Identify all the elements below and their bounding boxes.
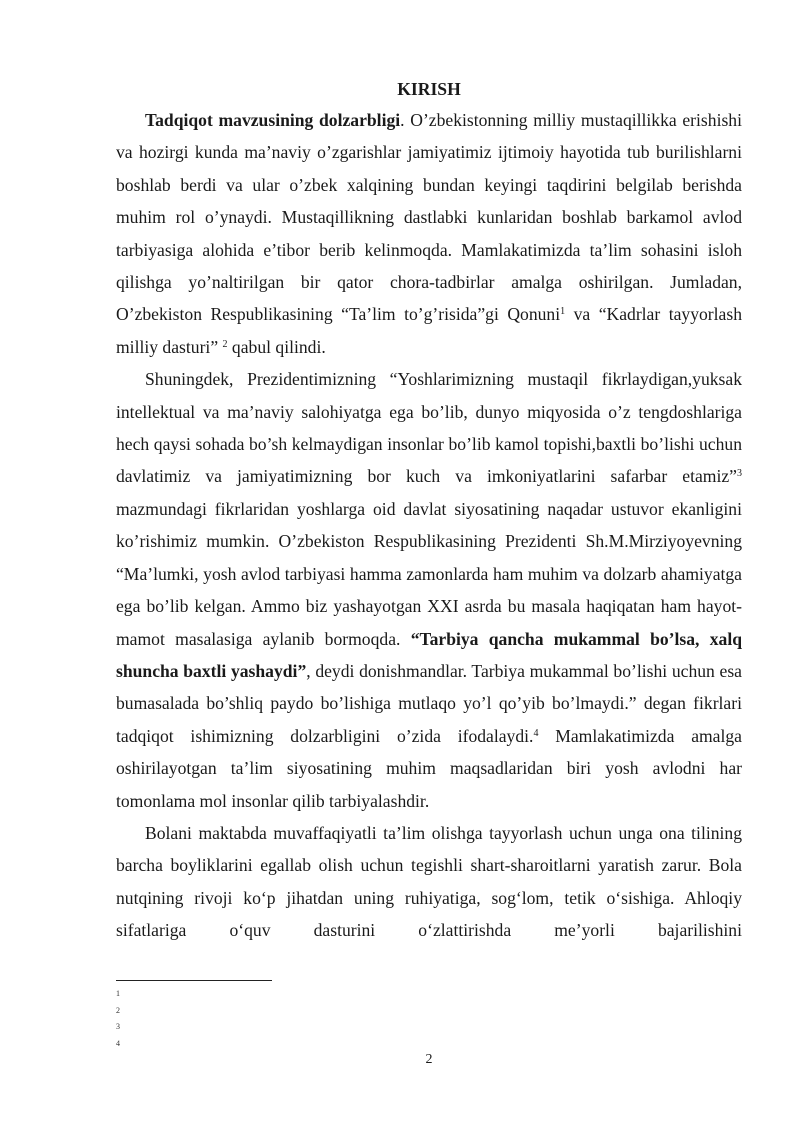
footnote-4: 4 bbox=[116, 1038, 120, 1048]
footnote-ref-1[interactable]: 1 bbox=[560, 306, 566, 318]
paragraph-relevance bbox=[116, 104, 742, 363]
paragraph-text: Shuningdek, Prezidentimizning “Yoshlarimizning mustaqil fikrlaydigan,yuksak intellektual va ma’naviy salohiyatga ega bo’lib, dunyo miqyosida o’z tengdoshlariga hech qaysi sohada bo’sh kelmaydigan insonlar bo’lib kamol topishi,baxtli bo’lishi uchun davlatimiz va jamiyatimizning bor kuch va imkoniyatlarini safarbar etamiz” bbox=[116, 369, 742, 487]
paragraph-president-quote bbox=[116, 363, 742, 817]
footnote-1: 1 bbox=[116, 989, 120, 998]
bold-quote: “Tarbiya qancha mukammal bo’lsa, xalq shuncha baxtli yashaydi” bbox=[116, 628, 742, 681]
paragraph-text: va “Kadrlar tayyorlash milliy dasturi” bbox=[116, 304, 742, 357]
footnote-ref-2[interactable]: 2 bbox=[222, 338, 228, 350]
paragraph-text: , deydi donishmandlar. Tarbiya mukammal bo’lishi uchun esa bumasalada bo’shliq paydo bo’lishiga mutlaqo yo’l qo’yib bo’lmaydi.” degan fikrlari tadqiqot ishimizning dolzarbligini o’zida ifodalaydi. bbox=[116, 660, 742, 746]
footnote-3: 3 bbox=[116, 1022, 120, 1031]
footnotes bbox=[116, 986, 120, 1052]
paragraph-school-preparation: Bolani maktabda muvaffaqiyatli ta’lim olishga tayyorlash uchun unga ona tilining barcha boyliklarini egallab olish uchun tegishli shart-sharoitlarni yaratish zarur. Bola nutqining rivoji ko‘p jihatdan uning ruhiyatiga, sog‘lom, tetik o‘sishiga. Ahloqiy sifatlariga o‘quv dasturini o‘zlattirishda me’yorli bajarilishini bbox=[116, 822, 742, 941]
paragraph-text: qabul qilindi. bbox=[227, 336, 326, 357]
page-body bbox=[116, 74, 742, 947]
paragraph-text: Mamlakatimizda amalga oshirilayotgan ta’lim siyosatining muhim maqsadlaridan biri yosh avlodni har tomonlama mol insonlar qilib tarbiyalashdir. bbox=[116, 725, 742, 811]
footnote-2: 2 bbox=[116, 1005, 120, 1015]
relevance-heading: Tadqiqot mavzusining dolzarbligi bbox=[145, 110, 401, 130]
footnote-ref-4[interactable]: 4 bbox=[533, 727, 539, 739]
footnote-ref-3[interactable]: 3 bbox=[737, 468, 742, 480]
footnote-separator bbox=[116, 980, 272, 981]
page-number: 2 bbox=[425, 1052, 433, 1067]
section-title: KIRISH bbox=[397, 79, 461, 99]
paragraph-text: mazmundagi fikrlaridan yoshlarga oid davlat siyosatining naqadar ustuvor ekanligini ko’rishimiz mumkin. O’zbekiston Respublikasining Prezidenti Sh.M.Mirziyoyevning “Ma’lumki, yosh avlod tarbiyasi hamma zamonlarda ham muhim va dolzarb ahamiyatga ega bo’lib kelgan. Ammo biz yashayotgan XXI asrda bu masala haqiqatan ham hayot-mamot masalasiga aylanib bormoqda. bbox=[116, 498, 742, 649]
paragraph-text: . O’zbekistonning milliy mustaqillikka erishishi va hozirgi kunda ma’naviy o’zgarishlar jamiyatimiz ijtimoiy hayotida tub burilishlarni boshlab berdi va ular o’zbek xalqining bundan keyingi taqdirini belgilab berishda muhim rol o’ynaydi. Mustaqillikning dastlabki kunlaridan boshlab barkamol avlod tarbiyasiga alohida e’tibor berib kelinmoqda. Mamlakatimizda ta’lim sohasini isloh qilishga yo’naltirilgan bir qator chora-tadbirlar amalga oshirilgan. Jumladan, O’zbekiston Respublikasining “Ta’lim to’g’risida”gi Qonuni bbox=[116, 110, 742, 325]
